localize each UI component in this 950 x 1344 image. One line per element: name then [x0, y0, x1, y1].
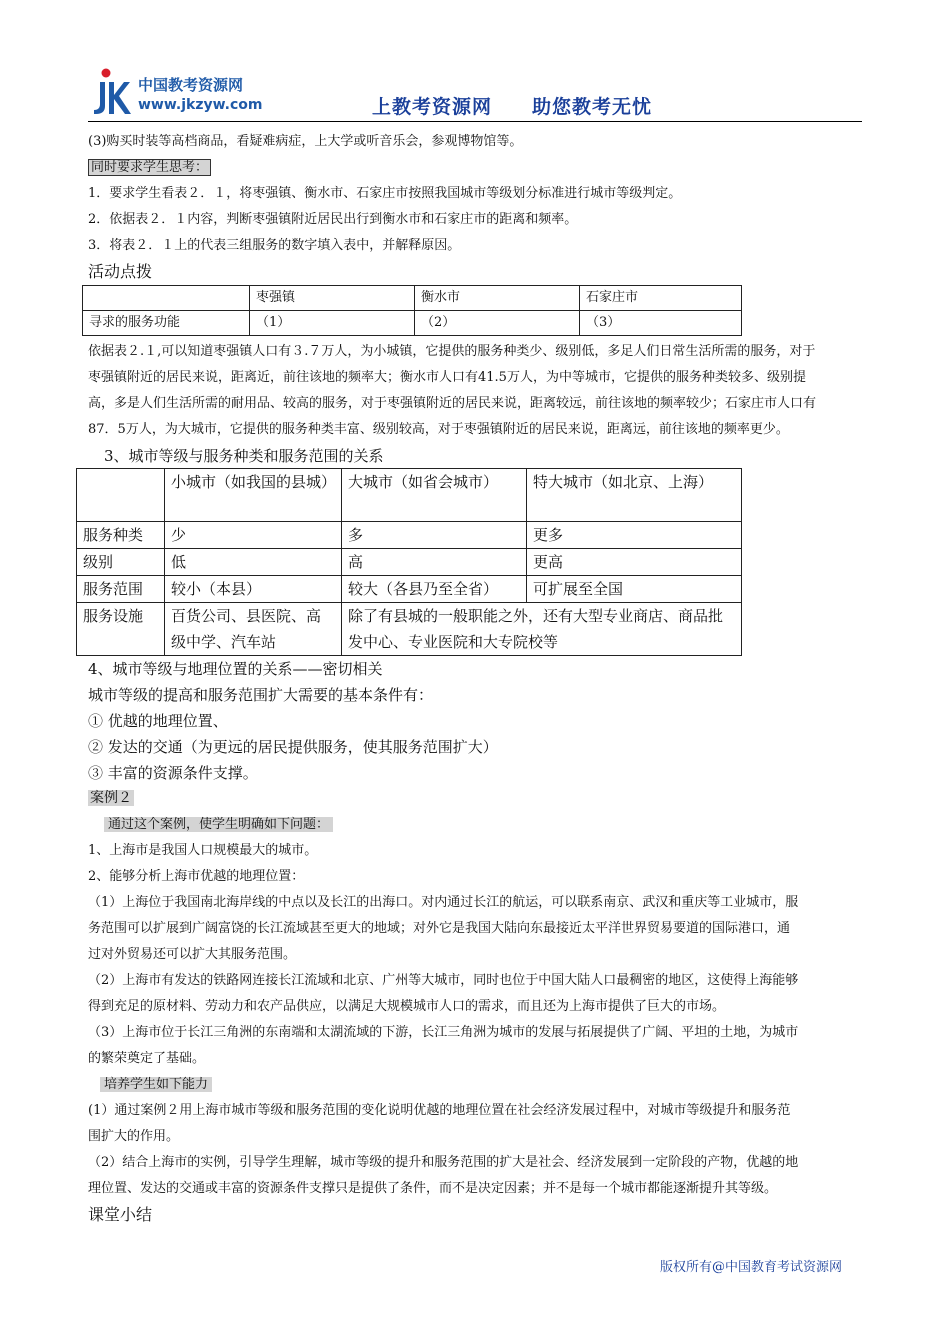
- section3-heading: 3、城市等级与服务种类和服务范围的关系: [104, 447, 384, 465]
- paragraph-line: （2）结合上海市的实例，引导学生理解，城市等级的提升和服务范围的扩大是社会、经济发展到一定阶段的产物，优越的地: [88, 1155, 799, 1170]
- site-url[interactable]: www.jkzyw.com: [138, 97, 263, 113]
- activity-heading: 活动点拨: [88, 262, 153, 281]
- table-cell: 低: [165, 549, 342, 576]
- question-1: 1．要求学生看表２．１，将枣强镇、衡水市、石家庄市按照我国城市等级划分标准进行城市等级判定。: [88, 186, 682, 201]
- paragraph-line: 的繁荣奠定了基础。: [88, 1051, 206, 1066]
- table-header-shijiazhuang: 石家庄市: [580, 286, 742, 311]
- case2-prompt: 通过这个案例，使学生明确如下问题：: [104, 817, 333, 832]
- site-name: 中国教考资源网: [138, 76, 244, 94]
- table-cell: 百货公司、县医院、高级中学、汽车站: [165, 603, 342, 656]
- paragraph-line: （3）上海市位于长江三角洲的东南端和太湖流域的下游，长江三角洲为城市的发展与拓展提供了广阔、平坦的土地，为城市: [88, 1025, 799, 1040]
- table-cell: 较大（各县乃至全省）: [342, 576, 527, 603]
- table-row-label: 级别: [77, 549, 165, 576]
- ability-1: [88, 1098, 868, 1150]
- header-divider: [88, 121, 862, 122]
- ability-2: [88, 1150, 868, 1202]
- case2-point-1: 1、上海市是我国人口规模最大的城市。: [88, 843, 318, 858]
- table-row: [77, 576, 742, 603]
- table-cell: 较小（本县）: [165, 576, 342, 603]
- city-level-table: [76, 468, 742, 656]
- table-row-label: 服务设施: [77, 603, 165, 656]
- condition-item: ② 发达的交通（为更远的居民提供服务，使其服务范围扩大）: [88, 738, 498, 756]
- table-cell: （2）: [415, 311, 580, 336]
- paragraph-line: (1）通过案例２用上海市城市等级和服务范围的变化说明优越的地理位置在社会经济发展过程中，对城市等级提升和服务范: [88, 1103, 791, 1118]
- intro-line3: (3)购买时装等高档商品，看疑难病症，上大学或听音乐会，参观博物馆等。: [88, 134, 523, 149]
- case2-reason-2: [88, 968, 868, 1020]
- table-row-label: 服务种类: [77, 522, 165, 549]
- table-cell: 多: [342, 522, 527, 549]
- header-slogan: 上教考资源网 助您教考无忧: [372, 96, 653, 118]
- paragraph-line: 理位置、发达的交通或丰富的资源条件支撑只是提供了条件，而不是决定因素；并不是每一个城市都能逐渐提升其等级。: [88, 1181, 778, 1196]
- table-row: [77, 469, 742, 522]
- table-row: [77, 522, 742, 549]
- case2-label-wrap: [88, 787, 134, 809]
- logo: [92, 68, 132, 116]
- section4-intro: 城市等级的提高和服务范围扩大需要的基本条件有：: [88, 686, 434, 704]
- explanation-line: 依据表２.１,可以知道枣强镇人口有３.７万人，为小城镇，它提供的服务种类少、级别低，多足人们日常生活所需的服务，对于: [88, 344, 816, 359]
- paragraph-line: 围扩大的作用。: [88, 1129, 180, 1144]
- case2-prompt-wrap: [104, 812, 333, 838]
- table-row: [77, 603, 742, 656]
- explanation-line: 枣强镇附近的居民来说，距离近，前往该地的频率大；衡水市人口有41.5万人，为中等城市，它提供的服务种类较多、级别提: [88, 370, 806, 385]
- table-row-label: 寻求的服务功能: [83, 311, 250, 336]
- section4-heading: 4、城市等级与地理位置的关系——密切相关: [88, 660, 383, 678]
- table-header-hengshui: 衡水市: [415, 286, 580, 311]
- table-header-zaoqiang: 枣强镇: [250, 286, 415, 311]
- ability-heading-wrap: [100, 1072, 212, 1098]
- table-header-mega-city: 特大城市（如北京、上海）: [527, 469, 742, 522]
- explanation-line: 高，多是人们生活所需的耐用品、较高的服务，对于枣强镇附近的居民来说，距离较远，前往该地的频率较少；石家庄市人口有: [88, 396, 817, 411]
- activity-explanation: [88, 339, 868, 443]
- condition-item: ③ 丰富的资源条件支撑。: [88, 764, 258, 782]
- jk-logo-icon: [92, 68, 132, 116]
- paragraph-line: （2）上海市有发达的铁路网连接长江流域和北京、广州等大城市，同时也位于中国大陆人口最稠密的地区，这使得上海能够: [88, 973, 799, 988]
- condition-item: ① 优越的地理位置、: [88, 712, 228, 730]
- table-header-large-city: 大城市（如省会城市）: [342, 469, 527, 522]
- explanation-line: 87．5万人，为大城市，它提供的服务种类丰富、级别较高，对于枣强镇附近的居民来说，距离远，前往该地的频率更少。: [88, 422, 789, 437]
- table-cell: 除了有县城的一般职能之外，还有大型专业商店、商品批发中心、专业医院和大专院校等: [342, 603, 742, 656]
- activity-table: [82, 285, 742, 336]
- case2-point-2: 2、能够分析上海市优越的地理位置：: [88, 869, 305, 884]
- paragraph-line: 过对外贸易还可以扩大其服务范围。: [88, 947, 297, 962]
- table-row: [83, 311, 742, 336]
- summary-heading: 课堂小结: [88, 1205, 153, 1224]
- paragraph-line: （1）上海位于我国南北海岸线的中点以及长江的出海口。对内通过长江的航运，可以联系南京、武汉和重庆等工业城市，服: [88, 895, 799, 910]
- ability-heading: 培养学生如下能力: [100, 1077, 212, 1092]
- table-cell: 高: [342, 549, 527, 576]
- table-row-label: 服务范围: [77, 576, 165, 603]
- table-row: [83, 286, 742, 311]
- think-heading: 同时要求学生思考：: [88, 159, 211, 176]
- paragraph-line: 务范围可以扩展到广阔富饶的长江流域甚至更大的地域；对外它是我国大陆向东最接近太平洋世界贸易要道的国际港口，通: [88, 921, 791, 936]
- table-cell: （3）: [580, 311, 742, 336]
- think-heading-wrap: [88, 155, 211, 181]
- table-cell: 更高: [527, 549, 742, 576]
- case2-label: 案例２: [90, 790, 132, 806]
- question-3: 3．将表２．１上的代表三组服务的数字填入表中，并解释原因。: [88, 238, 461, 253]
- table-row: [77, 549, 742, 576]
- paragraph-line: 得到充足的原材料、劳动力和农产品供应，以满足大规模城市人口的需求，而且还为上海市提供了巨大的市场。: [88, 999, 726, 1014]
- case2-reason-3: [88, 1020, 868, 1072]
- table-cell: [83, 286, 250, 311]
- table-cell: 更多: [527, 522, 742, 549]
- table-cell: 少: [165, 522, 342, 549]
- case2-reason-1: [88, 890, 868, 968]
- table-cell: 可扩展至全国: [527, 576, 742, 603]
- table-cell: [77, 469, 165, 522]
- footer-copyright: 版权所有@中国教育考试资源网: [660, 1260, 843, 1275]
- question-2: 2．依据表２．１内容，判断枣强镇附近居民出行到衡水市和石家庄市的距离和频率。: [88, 212, 578, 227]
- table-cell: （1）: [250, 311, 415, 336]
- table-header-small-city: 小城市（如我国的县城）: [165, 469, 342, 522]
